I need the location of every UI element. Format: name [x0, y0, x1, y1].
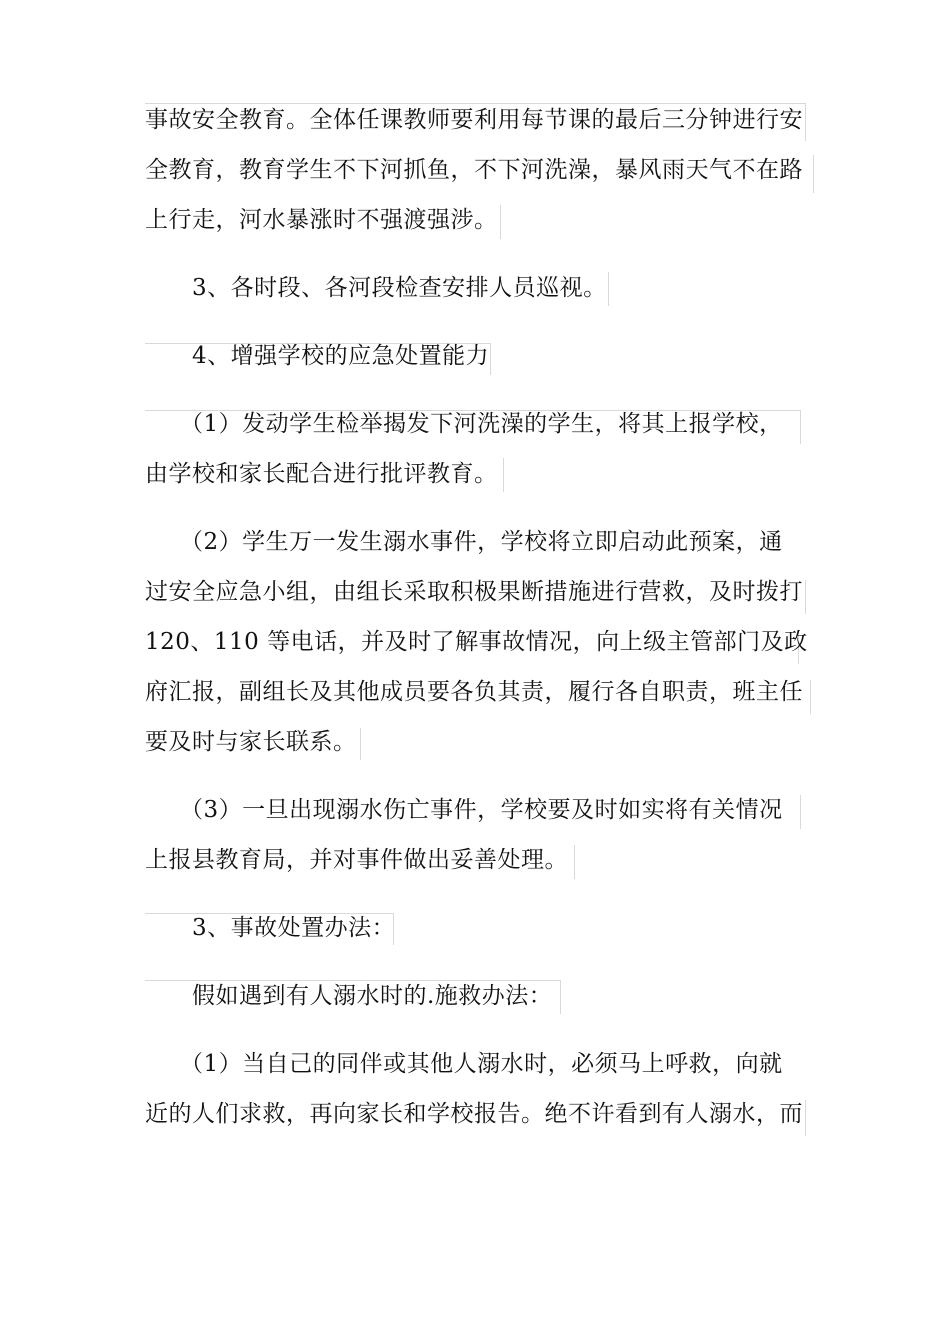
text-line: 全教育，教育学生不下河抓鱼，不下河洗澡，暴风雨天气不在路: [145, 157, 803, 183]
text-line: 府汇报，副组长及其他成员要各负其责，履行各自职责，班主任: [145, 679, 803, 705]
text-line: 120、110 等电话，并及时了解事故情况，向上级主管部门及政: [145, 629, 808, 655]
guide-line: [145, 103, 805, 104]
guide-line: [800, 410, 801, 444]
guide-line: [560, 980, 561, 1014]
text-line: （1）当自己的同伴或其他人溺水时，必须马上呼救，向就: [180, 1051, 783, 1077]
text-line: 事故安全教育。全体任课教师要利用每节课的最后三分钟进行安: [145, 107, 803, 133]
guide-line: [145, 980, 560, 981]
text-line: 上报县教育局，并对事件做出妥善处理。: [145, 847, 568, 873]
guide-line: [608, 272, 609, 306]
text-line: 上行走，河水暴涨时不强渡强涉。: [145, 207, 498, 233]
guide-line: [805, 1100, 806, 1136]
guide-line: [810, 680, 811, 714]
guide-line: [805, 580, 806, 614]
text-line: 由学校和家长配合进行批评教育。: [145, 461, 498, 487]
text-line: 4、增强学校的应急处置能力: [192, 343, 490, 369]
text-line: （1）发动学生检举揭发下河洗澡的学生，将其上报学校，: [180, 411, 783, 437]
text-line: 3、各时段、各河段检查安排人员巡视。: [192, 275, 607, 301]
guide-line: [500, 205, 501, 239]
guide-line: [805, 103, 806, 141]
text-line: 3、事故处置办法：: [192, 915, 396, 941]
guide-line: [503, 458, 504, 492]
text-line: 近的人们求救，再向家长和学校报告。绝不许看到有人溺水，而: [145, 1101, 803, 1127]
guide-line: [360, 728, 361, 760]
text-line: 要及时与家长联系。: [145, 729, 357, 755]
guide-line: [490, 343, 491, 375]
text-line: 过安全应急小组，由组长采取积极果断措施进行营救，及时拨打: [145, 579, 803, 605]
text-line: （3）一旦出现溺水伤亡事件，学校要及时如实将有关情况: [180, 797, 783, 823]
guide-line: [813, 155, 814, 193]
guide-line: [574, 845, 575, 879]
text-line: （2）学生万一发生溺水事件，学校将立即启动此预案，通: [180, 529, 783, 555]
text-line: 假如遇到有人溺水时的.施救办法：: [192, 983, 553, 1009]
guide-line: [800, 795, 801, 829]
